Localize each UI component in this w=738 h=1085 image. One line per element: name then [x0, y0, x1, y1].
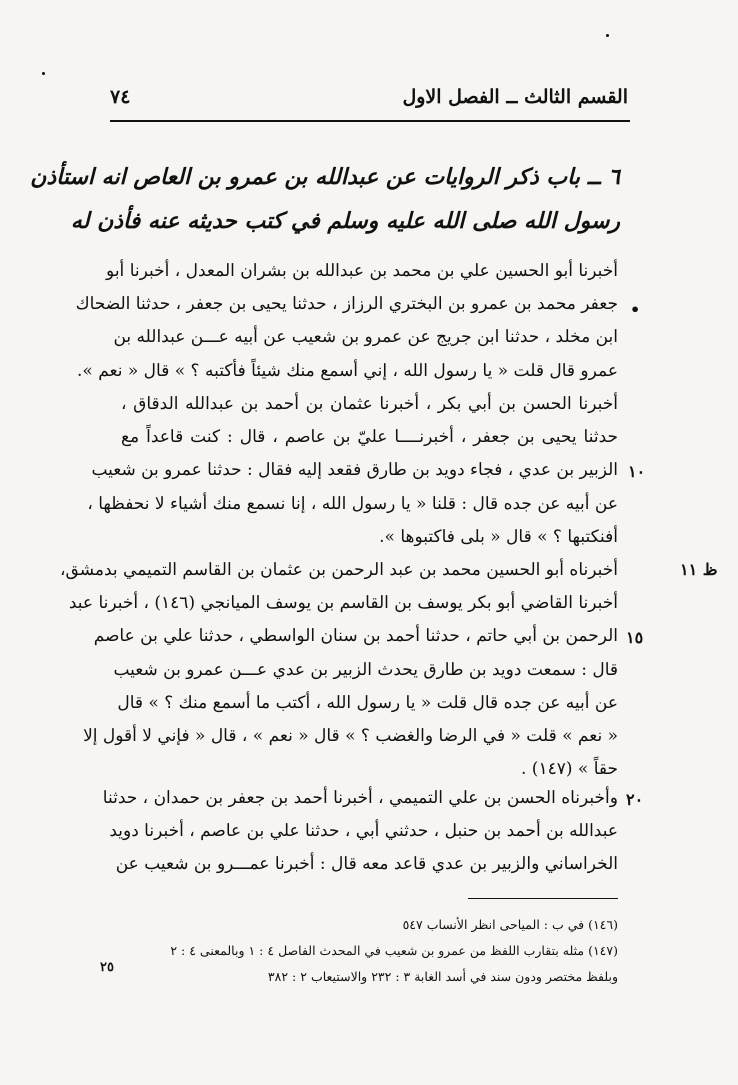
- text-line: أخبرنا القاضي أبو بكر يوسف بن القاسم بن يوسف الميانجي (١٤٦) ، أخبرنا عبد: [68, 593, 618, 614]
- text-line: حقاً » (١٤٧) .: [521, 759, 618, 780]
- footnotes: [110, 912, 618, 990]
- text-line: « نعم » قلت « في الرضا والغضب ؟ » قال « نعم » ، قال « فإني لا أقول إلا: [83, 725, 618, 746]
- header-divider: [110, 120, 630, 122]
- paragraph-4: [102, 782, 618, 882]
- footnote-147: (١٤٧) مثله بتقارب اللفظ من عمرو بن شعيب في المحدث الفاصل ٤ : ١ وبالمعنى ٤ : ٢: [170, 943, 618, 958]
- text-line: عمرو قال قلت « يا رسول الله ، إني أسمع منك شيئاً فأكتبه ؟ » قال « نعم ».: [77, 360, 618, 381]
- footnote-147-cont: وبلفظ مختصر ودون سند في أسد الغابة ٣ : ٢٣٢ والاستيعاب ٢ : ٣٨٢: [267, 969, 618, 984]
- text-line: جعفر محمد بن عمرو بن البختري الرزاز ، حدثنا يحيى بن جعفر ، حدثنا الضحاك: [75, 294, 618, 315]
- stray-mark: [42, 72, 45, 75]
- text-line: الخراساني والزبير بن عدي قاعد معه قال : أخبرنا عمـــرو بن شعيب عن: [115, 854, 618, 875]
- text-line: أخبرناه أبو الحسين محمد بن عبد الرحمن بن عثمان بن القاسم التميمي بدمشق،: [60, 560, 618, 580]
- paragraph-2: [87, 388, 618, 554]
- text-line: أفنكتبها ؟ » قال « بلى فاكتبوها ».: [379, 526, 618, 547]
- chapter-heading-line-1: ٦ ــ باب ذكر الروايات عن عبدالله بن عمرو بن العاص انه استأذن: [30, 164, 620, 190]
- running-title: القسم الثالث ــ الفصل الاول: [402, 86, 628, 108]
- line-number-15: ١٥: [626, 628, 644, 647]
- text-line: وأخبرناه الحسن بن علي التميمي ، أخبرنا أحمد بن جعفر بن حمدان ، حدثنا: [102, 788, 618, 808]
- line-marker-5: •: [630, 300, 641, 319]
- text-line: أخبرنا الحسن بن أبي بكر ، أخبرنا عثمان بن أحمد بن عبدالله الدقاق ،: [121, 394, 618, 414]
- text-line: الرحمن بن أبي حاتم ، حدثنا أحمد بن سنان الواسطي ، حدثنا علي بن عاصم: [93, 626, 618, 647]
- line-number-25: ٢٥: [100, 960, 114, 975]
- text-line: عبدالله بن أحمد بن حنبل ، حدثني أبي ، حدثنا علي بن عاصم ، أخبرنا دويد: [109, 821, 618, 842]
- text-line: الزبير بن عدي ، فجاء دويد بن طارق فقعد إليه فقال : حدثنا عمرو بن شعيب: [91, 460, 618, 481]
- chapter-heading: [30, 155, 620, 243]
- page-number: ٧٤: [110, 86, 131, 108]
- chapter-heading-line-2: رسول الله صلى الله عليه وسلم في كتب حديثه عنه فأذن له: [70, 208, 620, 234]
- text-line: حدثنا يحيى بن جعفر ، أخبرنــــا عليّ بن عاصم ، قال : كنت قاعداً مع: [121, 427, 618, 448]
- line-number-20: ٢٠: [626, 790, 644, 809]
- running-header: [110, 86, 628, 116]
- paragraph-3: [60, 554, 618, 786]
- text-line: أخبرنا أبو الحسين علي بن محمد بن عبدالله بن بشران المعدل ، أخبرنا أبو: [106, 261, 618, 281]
- paragraph-1: [75, 255, 618, 388]
- text-line: عن أبيه عن جده قال : قلنا « يا رسول الله ، إنا نسمع منك أشياء لا نحفظها ،: [87, 493, 618, 514]
- stray-mark: [606, 34, 609, 37]
- footnote-146: (١٤٦) في ب : المياحى انظر الأنساب ٥٤٧: [402, 917, 618, 932]
- line-number-10: ١٠: [628, 462, 646, 481]
- folio-marker: ظ ١١: [680, 560, 718, 579]
- text-line: عن أبيه عن جده قال قلت « يا رسول الله ، أكتب ما أسمع منك ؟ » قال: [117, 692, 618, 713]
- text-line: قال : سمعت دويد بن طارق يحدث الزبير بن عدي عـــن عمرو بن شعيب: [113, 659, 618, 680]
- text-line: ابن مخلد ، حدثنا ابن جريج عن عمرو بن شعيب عن أبيه عـــن عبدالله بن: [113, 327, 618, 348]
- footnote-divider: [468, 898, 618, 899]
